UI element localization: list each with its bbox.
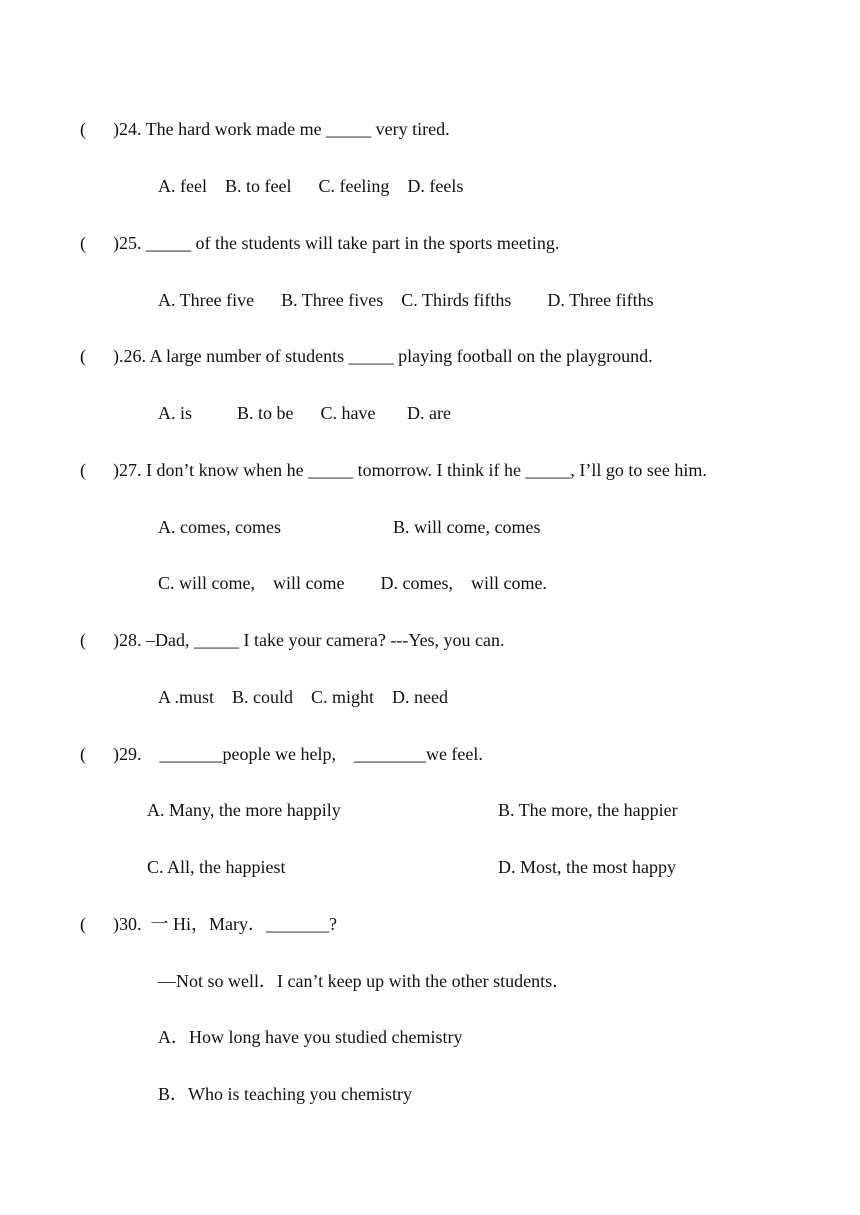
option-c: C. All, the happiest <box>147 857 286 877</box>
options-line: A. is B. to be C. have D. are <box>158 403 451 423</box>
option-b: B. The more, the happier <box>498 800 678 820</box>
question-stem: ( )30. 一 Hi，Mary．_______? <box>80 914 337 934</box>
question-stem: ( )25. _____ of the students will take part in the sports meeting. <box>80 233 560 253</box>
option-b: B．Who is teaching you chemistry <box>158 1084 412 1104</box>
question-stem: ( )24. The hard work made me _____ very tired. <box>80 119 450 139</box>
question-stem: ( ).26. A large number of students _____ playing football on the playground. <box>80 346 653 366</box>
question-stem: ( )29. _______people we help, ________we feel. <box>80 744 483 764</box>
dialogue-reply: —Not so well．I can’t keep up with the other students． <box>158 971 571 991</box>
option-b: B. will come, comes <box>393 517 541 537</box>
option-a: A. comes, comes <box>158 517 281 537</box>
option-a: A. Many, the more happily <box>147 800 341 820</box>
options-line: A. Three five B. Three fives C. Thirds fifths D. Three fifths <box>158 290 654 310</box>
question-stem: ( )27. I don’t know when he _____ tomorrow. I think if he _____, I’ll go to see him. <box>80 460 707 480</box>
options-line: A .must B. could C. might D. need <box>158 687 448 707</box>
question-stem: ( )28. –Dad, _____ I take your camera? ---Yes, you can. <box>80 630 505 650</box>
option-a: A．How long have you studied chemistry <box>158 1027 463 1047</box>
option-d: D. Most, the most happy <box>498 857 676 877</box>
options-line: A. feel B. to feel C. feeling D. feels <box>158 176 464 196</box>
options-line: C. will come, will come D. comes, will come. <box>158 573 547 593</box>
